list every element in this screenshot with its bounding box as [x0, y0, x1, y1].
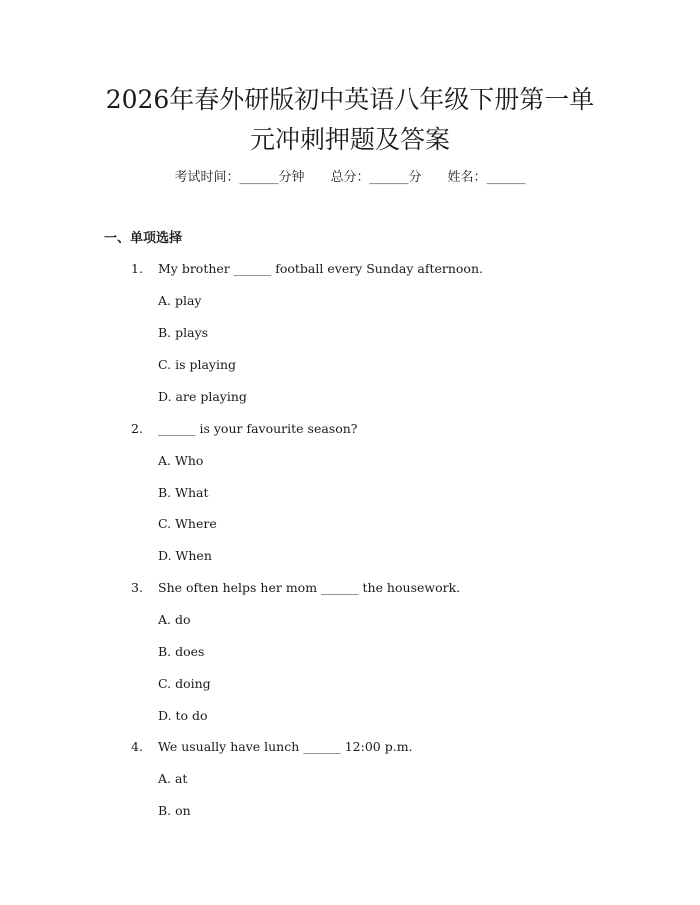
- option-label: D. are playing: [158, 389, 247, 404]
- title-line-2: 元冲刺押题及答案: [249, 125, 450, 154]
- document-title: [0, 80, 700, 160]
- option-label: A. play: [158, 293, 202, 308]
- option-label: B. does: [158, 644, 205, 659]
- question-text: She often helps her mom ______ the housework.: [158, 580, 461, 595]
- student-name: 姓名：______: [447, 170, 526, 185]
- option-label: B. on: [158, 803, 191, 818]
- option-label: B. plays: [158, 325, 209, 340]
- question-number: 2.: [131, 421, 143, 436]
- exam-time: 考试时间：______分钟: [174, 170, 305, 185]
- option-label: C. is playing: [158, 357, 237, 372]
- option-label: C. doing: [158, 676, 211, 691]
- option-label: A. at: [158, 771, 188, 786]
- question-number: 3.: [131, 580, 143, 595]
- option-label: C. Where: [158, 516, 217, 531]
- question-text: ______ is your favourite season?: [158, 421, 358, 436]
- question-text: My brother ______ football every Sunday afternoon.: [158, 261, 483, 276]
- question-number: 4.: [131, 739, 143, 754]
- title-line-1: 2026年春外研版初中英语八年级下册第一单: [105, 85, 595, 114]
- option-label: A. Who: [158, 453, 204, 468]
- option-label: A. do: [158, 612, 191, 627]
- total-score: 总分：______分: [330, 170, 422, 185]
- option-label: B. What: [158, 485, 209, 500]
- option-label: D. to do: [158, 708, 208, 723]
- question-number: 1.: [131, 261, 143, 276]
- exam-meta: [0, 168, 700, 188]
- section-title: 一、单项选择: [104, 231, 183, 246]
- option-label: D. When: [158, 548, 212, 563]
- question-text: We usually have lunch ______ 12:00 p.m.: [158, 739, 413, 754]
